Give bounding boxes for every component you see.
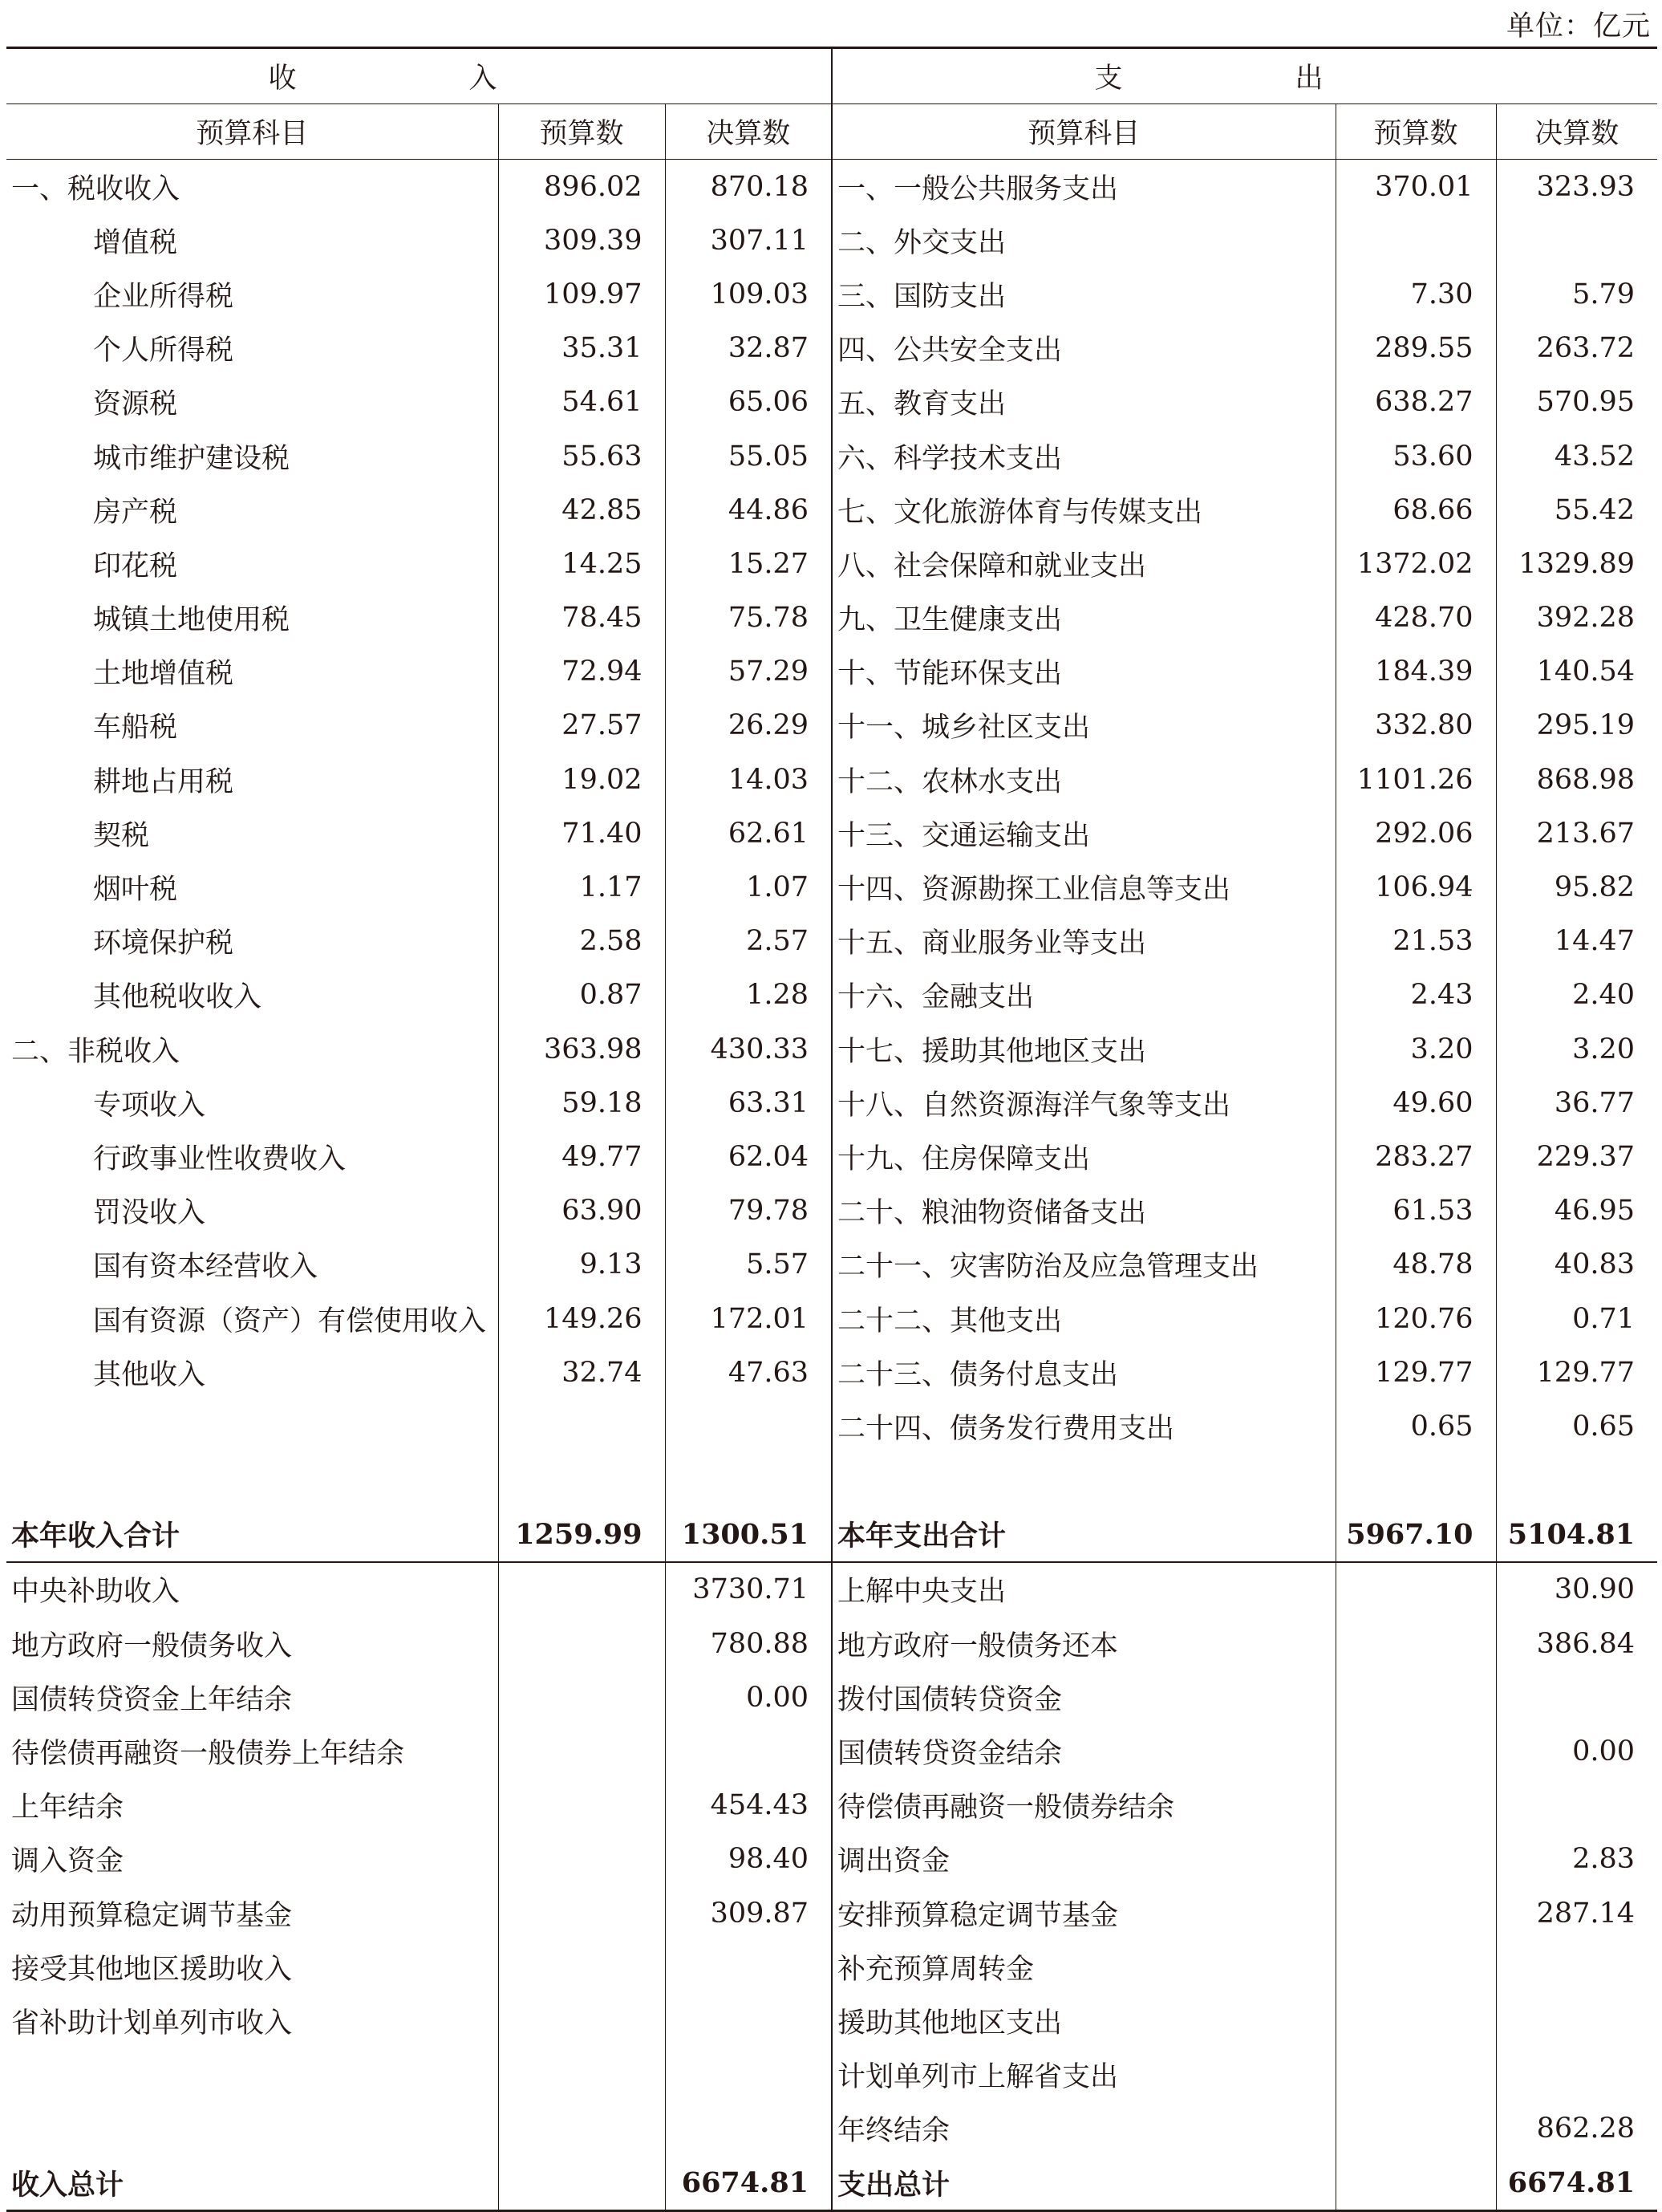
income-budget: 2.58 bbox=[498, 915, 665, 968]
expense-budget: 48.78 bbox=[1336, 1238, 1496, 1292]
income-budget: 14.25 bbox=[498, 537, 665, 591]
expense-budget: 49.60 bbox=[1336, 1076, 1496, 1130]
expense-actual: 43.52 bbox=[1496, 429, 1657, 483]
income-actual: 98.40 bbox=[665, 1833, 832, 1886]
expense-actual: 129.77 bbox=[1496, 1345, 1657, 1399]
expense-budget-header: 预算数 bbox=[1336, 104, 1496, 160]
expense-section-header: 支 出 bbox=[832, 48, 1657, 104]
expense-actual: 229.37 bbox=[1496, 1130, 1657, 1183]
income-actual bbox=[665, 1399, 832, 1453]
expense-budget bbox=[1336, 213, 1496, 267]
income-actual: 65.06 bbox=[665, 375, 832, 429]
income-item: 耕地占用税 bbox=[93, 765, 234, 798]
expense-actual: 386.84 bbox=[1496, 1617, 1657, 1670]
expense-item: 一、一般公共服务支出 bbox=[832, 160, 1336, 214]
income-budget bbox=[498, 1833, 665, 1886]
income-budget: 32.74 bbox=[498, 1345, 665, 1399]
income-item: 契税 bbox=[93, 819, 150, 852]
expense-actual-header: 决算数 bbox=[1496, 104, 1657, 160]
expense-actual: 2.83 bbox=[1496, 1833, 1657, 1886]
expense-item bbox=[832, 1454, 1336, 1508]
year-total-row bbox=[6, 1508, 1657, 1562]
income-actual bbox=[665, 2048, 832, 2102]
income-item: 调入资金 bbox=[11, 1845, 124, 1878]
table-row bbox=[6, 1130, 1657, 1183]
expense-budget: 370.01 bbox=[1336, 160, 1496, 214]
expense-budget: 1101.26 bbox=[1336, 753, 1496, 806]
expense-item-header: 预算科目 bbox=[832, 104, 1336, 160]
expense-budget: 129.77 bbox=[1336, 1345, 1496, 1399]
expense-budget bbox=[1336, 2048, 1496, 2102]
expense-actual: 862.28 bbox=[1496, 2102, 1657, 2156]
income-item: 其他收入 bbox=[93, 1358, 206, 1391]
income-item: 行政事业性收费收入 bbox=[93, 1143, 347, 1175]
income-budget bbox=[498, 2048, 665, 2102]
income-item: 中央补助收入 bbox=[11, 1576, 180, 1609]
expense-actual: 213.67 bbox=[1496, 806, 1657, 860]
expense-item: 援助其他地区支出 bbox=[832, 1994, 1336, 2048]
expense-item: 三、国防支出 bbox=[832, 267, 1336, 321]
income-actual: 309.87 bbox=[665, 1886, 832, 1940]
transfer-row bbox=[6, 1940, 1657, 1994]
expense-item: 上解中央支出 bbox=[832, 1562, 1336, 1617]
expense-item: 地方政府一般债务还本 bbox=[832, 1617, 1336, 1670]
income-budget bbox=[498, 1399, 665, 1453]
income-budget: 59.18 bbox=[498, 1076, 665, 1130]
section-header-row bbox=[6, 48, 1657, 104]
income-budget: 309.39 bbox=[498, 213, 665, 267]
income-item: 省补助计划单列市收入 bbox=[11, 2007, 293, 2040]
income-item bbox=[6, 2102, 498, 2156]
expense-budget: 7.30 bbox=[1336, 267, 1496, 321]
income-budget: 27.57 bbox=[498, 699, 665, 753]
table-row bbox=[6, 753, 1657, 806]
expense-actual: 0.71 bbox=[1496, 1292, 1657, 1345]
expense-actual: 140.54 bbox=[1496, 645, 1657, 699]
income-actual: 44.86 bbox=[665, 483, 832, 537]
income-grand-total-label: 收入总计 bbox=[6, 2156, 498, 2211]
income-budget-header: 预算数 bbox=[498, 104, 665, 160]
table-row bbox=[6, 699, 1657, 753]
income-item: 待偿债再融资一般债券上年结余 bbox=[11, 1738, 405, 1771]
expense-actual: 392.28 bbox=[1496, 591, 1657, 645]
expense-item: 安排预算稳定调节基金 bbox=[832, 1886, 1336, 1940]
expense-budget: 1372.02 bbox=[1336, 537, 1496, 591]
expense-actual: 295.19 bbox=[1496, 699, 1657, 753]
income-actual: 172.01 bbox=[665, 1292, 832, 1345]
expense-budget bbox=[1336, 1562, 1496, 1617]
expense-item: 拨付国债转贷资金 bbox=[832, 1670, 1336, 1724]
income-year-total-label: 本年收入合计 bbox=[6, 1508, 498, 1562]
expense-year-total-label: 本年支出合计 bbox=[832, 1508, 1336, 1562]
income-budget: 72.94 bbox=[498, 645, 665, 699]
table-row bbox=[6, 1184, 1657, 1238]
expense-item: 二十二、其他支出 bbox=[832, 1292, 1336, 1345]
expense-actual: 55.42 bbox=[1496, 483, 1657, 537]
expense-budget: 428.70 bbox=[1336, 591, 1496, 645]
transfer-row bbox=[6, 1886, 1657, 1940]
table-row bbox=[6, 322, 1657, 375]
expense-item: 十四、资源勘探工业信息等支出 bbox=[832, 860, 1336, 914]
income-grand-total-budget bbox=[498, 2156, 665, 2211]
expense-item: 十八、自然资源海洋气象等支出 bbox=[832, 1076, 1336, 1130]
expense-item: 二十一、灾害防治及应急管理支出 bbox=[832, 1238, 1336, 1292]
income-actual bbox=[665, 1940, 832, 1994]
expense-item: 待偿债再融资一般债券结余 bbox=[832, 1779, 1336, 1833]
expense-actual: 3.20 bbox=[1496, 1022, 1657, 1076]
expense-budget: 61.53 bbox=[1336, 1184, 1496, 1238]
expense-actual: 323.93 bbox=[1496, 160, 1657, 214]
income-actual: 57.29 bbox=[665, 645, 832, 699]
income-item: 环境保护税 bbox=[93, 927, 234, 960]
income-actual: 430.33 bbox=[665, 1022, 832, 1076]
income-budget bbox=[498, 1617, 665, 1670]
income-item: 资源税 bbox=[93, 388, 178, 421]
income-item: 房产税 bbox=[93, 496, 178, 529]
income-budget bbox=[498, 1670, 665, 1724]
income-item: 国有资源（资产）有偿使用收入 bbox=[93, 1305, 487, 1337]
column-header-row bbox=[6, 104, 1657, 160]
income-item: 动用预算稳定调节基金 bbox=[11, 1899, 293, 1932]
income-item: 城镇土地使用税 bbox=[93, 604, 290, 637]
expense-item: 年终结余 bbox=[832, 2102, 1336, 2156]
expense-item: 二十、粮油物资储备支出 bbox=[832, 1184, 1336, 1238]
transfer-row bbox=[6, 1994, 1657, 2048]
income-actual: 454.43 bbox=[665, 1779, 832, 1833]
transfer-row bbox=[6, 1833, 1657, 1886]
income-budget: 9.13 bbox=[498, 1238, 665, 1292]
expense-item: 四、公共安全支出 bbox=[832, 322, 1336, 375]
expense-budget: 106.94 bbox=[1336, 860, 1496, 914]
income-item: 接受其他地区援助收入 bbox=[11, 1953, 293, 1986]
income-actual bbox=[665, 2102, 832, 2156]
table-row bbox=[6, 968, 1657, 1022]
income-budget bbox=[498, 1724, 665, 1778]
table-row bbox=[6, 591, 1657, 645]
expense-item: 十六、金融支出 bbox=[832, 968, 1336, 1022]
expense-budget: 120.76 bbox=[1336, 1292, 1496, 1345]
income-actual: 2.57 bbox=[665, 915, 832, 968]
expense-actual: 14.47 bbox=[1496, 915, 1657, 968]
income-actual: 79.78 bbox=[665, 1184, 832, 1238]
table-row bbox=[6, 1345, 1657, 1399]
income-item: 国有资本经营收入 bbox=[93, 1251, 318, 1284]
table-row bbox=[6, 537, 1657, 591]
expense-actual: 30.90 bbox=[1496, 1562, 1657, 1617]
expense-item: 十三、交通运输支出 bbox=[832, 806, 1336, 860]
table-row bbox=[6, 1292, 1657, 1345]
income-item: 罚没收入 bbox=[93, 1197, 206, 1230]
income-actual: 14.03 bbox=[665, 753, 832, 806]
income-budget: 19.02 bbox=[498, 753, 665, 806]
transfer-row bbox=[6, 2048, 1657, 2102]
income-item bbox=[6, 1454, 498, 1508]
table-row bbox=[6, 1022, 1657, 1076]
income-budget: 35.31 bbox=[498, 322, 665, 375]
income-budget bbox=[498, 2102, 665, 2156]
transfer-row bbox=[6, 2102, 1657, 2156]
transfer-row bbox=[6, 1617, 1657, 1670]
expense-item: 九、卫生健康支出 bbox=[832, 591, 1336, 645]
table-row bbox=[6, 1238, 1657, 1292]
income-budget: 363.98 bbox=[498, 1022, 665, 1076]
expense-item: 国债转贷资金结余 bbox=[832, 1724, 1336, 1778]
income-actual: 47.63 bbox=[665, 1345, 832, 1399]
income-budget: 78.45 bbox=[498, 591, 665, 645]
expense-item: 十七、援助其他地区支出 bbox=[832, 1022, 1336, 1076]
expense-grand-total-actual: 6674.81 bbox=[1496, 2156, 1657, 2211]
expense-budget: 53.60 bbox=[1336, 429, 1496, 483]
expense-budget: 0.65 bbox=[1336, 1399, 1496, 1453]
income-budget: 149.26 bbox=[498, 1292, 665, 1345]
expense-budget bbox=[1336, 1617, 1496, 1670]
table-row bbox=[6, 160, 1657, 214]
expense-budget bbox=[1336, 1670, 1496, 1724]
income-item: 个人所得税 bbox=[93, 335, 234, 367]
income-item: 二、非税收入 bbox=[11, 1035, 180, 1068]
income-section-header: 收 入 bbox=[6, 48, 832, 104]
income-actual: 62.04 bbox=[665, 1130, 832, 1183]
expense-budget: 21.53 bbox=[1336, 915, 1496, 968]
income-budget: 55.63 bbox=[498, 429, 665, 483]
income-item: 专项收入 bbox=[93, 1089, 206, 1122]
expense-actual: 263.72 bbox=[1496, 322, 1657, 375]
income-budget: 63.90 bbox=[498, 1184, 665, 1238]
expense-budget bbox=[1336, 1724, 1496, 1778]
expense-year-total-budget: 5967.10 bbox=[1336, 1508, 1496, 1562]
expense-actual: 287.14 bbox=[1496, 1886, 1657, 1940]
expense-budget: 184.39 bbox=[1336, 645, 1496, 699]
expense-item: 十二、农林水支出 bbox=[832, 753, 1336, 806]
expense-actual bbox=[1496, 2048, 1657, 2102]
expense-item: 七、文化旅游体育与传媒支出 bbox=[832, 483, 1336, 537]
income-budget bbox=[498, 1940, 665, 1994]
income-item: 土地增值税 bbox=[93, 658, 234, 691]
income-actual: 307.11 bbox=[665, 213, 832, 267]
expense-actual: 2.40 bbox=[1496, 968, 1657, 1022]
expense-actual bbox=[1496, 1670, 1657, 1724]
income-grand-total-actual: 6674.81 bbox=[665, 2156, 832, 2211]
income-budget: 42.85 bbox=[498, 483, 665, 537]
expense-actual: 570.95 bbox=[1496, 375, 1657, 429]
income-actual bbox=[665, 1724, 832, 1778]
table-row bbox=[6, 645, 1657, 699]
expense-budget: 3.20 bbox=[1336, 1022, 1496, 1076]
expense-budget: 283.27 bbox=[1336, 1130, 1496, 1183]
expense-budget: 332.80 bbox=[1336, 699, 1496, 753]
expense-actual: 0.00 bbox=[1496, 1724, 1657, 1778]
expense-budget: 2.43 bbox=[1336, 968, 1496, 1022]
transfer-row bbox=[6, 1670, 1657, 1724]
table-row bbox=[6, 915, 1657, 968]
income-actual: 63.31 bbox=[665, 1076, 832, 1130]
expense-grand-total-label: 支出总计 bbox=[832, 2156, 1336, 2211]
expense-budget bbox=[1336, 1940, 1496, 1994]
expense-budget bbox=[1336, 1994, 1496, 2048]
expense-budget: 68.66 bbox=[1336, 483, 1496, 537]
transfer-row bbox=[6, 1562, 1657, 1617]
table-row bbox=[6, 267, 1657, 321]
income-item: 印花税 bbox=[93, 550, 178, 582]
income-actual: 780.88 bbox=[665, 1617, 832, 1670]
income-actual: 109.03 bbox=[665, 267, 832, 321]
income-item-header: 预算科目 bbox=[6, 104, 498, 160]
expense-item: 十五、商业服务业等支出 bbox=[832, 915, 1336, 968]
income-budget bbox=[498, 1994, 665, 2048]
expense-item: 十九、住房保障支出 bbox=[832, 1130, 1336, 1183]
table-row bbox=[6, 1454, 1657, 1508]
expense-actual: 36.77 bbox=[1496, 1076, 1657, 1130]
expense-actual bbox=[1496, 1454, 1657, 1508]
expense-actual bbox=[1496, 213, 1657, 267]
expense-budget bbox=[1336, 1779, 1496, 1833]
expense-item: 二、外交支出 bbox=[832, 213, 1336, 267]
income-budget: 49.77 bbox=[498, 1130, 665, 1183]
expense-budget bbox=[1336, 2102, 1496, 2156]
income-item: 烟叶税 bbox=[93, 874, 178, 907]
income-actual: 5.57 bbox=[665, 1238, 832, 1292]
income-budget: 71.40 bbox=[498, 806, 665, 860]
income-budget: 0.87 bbox=[498, 968, 665, 1022]
expense-item: 二十三、债务付息支出 bbox=[832, 1345, 1336, 1399]
expense-budget: 638.27 bbox=[1336, 375, 1496, 429]
income-actual: 75.78 bbox=[665, 591, 832, 645]
income-year-total-actual: 1300.51 bbox=[665, 1508, 832, 1562]
transfer-row bbox=[6, 1724, 1657, 1778]
expense-actual: 0.65 bbox=[1496, 1399, 1657, 1453]
income-item: 一、税收收入 bbox=[11, 172, 180, 205]
income-actual-header: 决算数 bbox=[665, 104, 832, 160]
expense-item: 调出资金 bbox=[832, 1833, 1336, 1886]
income-actual: 1.07 bbox=[665, 860, 832, 914]
income-actual bbox=[665, 1454, 832, 1508]
expense-actual bbox=[1496, 1940, 1657, 1994]
income-item: 企业所得税 bbox=[93, 280, 234, 313]
income-budget bbox=[498, 1779, 665, 1833]
expense-item: 五、教育支出 bbox=[832, 375, 1336, 429]
income-item: 地方政府一般债务收入 bbox=[11, 1630, 293, 1662]
income-actual: 26.29 bbox=[665, 699, 832, 753]
expense-actual: 40.83 bbox=[1496, 1238, 1657, 1292]
expense-actual: 95.82 bbox=[1496, 860, 1657, 914]
budget-table bbox=[6, 47, 1657, 2212]
expense-item: 六、科学技术支出 bbox=[832, 429, 1336, 483]
income-actual: 55.05 bbox=[665, 429, 832, 483]
expense-actual: 5.79 bbox=[1496, 267, 1657, 321]
expense-budget: 289.55 bbox=[1336, 322, 1496, 375]
expense-item: 十一、城乡社区支出 bbox=[832, 699, 1336, 753]
income-actual: 1.28 bbox=[665, 968, 832, 1022]
expense-item: 补充预算周转金 bbox=[832, 1940, 1336, 1994]
table-row bbox=[6, 860, 1657, 914]
expense-year-total-actual: 5104.81 bbox=[1496, 1508, 1657, 1562]
table-row bbox=[6, 806, 1657, 860]
table-row bbox=[6, 1399, 1657, 1453]
expense-actual bbox=[1496, 1994, 1657, 2048]
income-actual: 0.00 bbox=[665, 1670, 832, 1724]
income-item: 国债转贷资金上年结余 bbox=[11, 1683, 293, 1716]
expense-item: 计划单列市上解省支出 bbox=[832, 2048, 1336, 2102]
income-item: 车船税 bbox=[93, 712, 178, 745]
expense-grand-total-budget bbox=[1336, 2156, 1496, 2211]
expense-budget bbox=[1336, 1833, 1496, 1886]
income-year-total-budget: 1259.99 bbox=[498, 1508, 665, 1562]
income-budget bbox=[498, 1454, 665, 1508]
income-actual: 870.18 bbox=[665, 160, 832, 214]
unit-label: 单位：亿元 bbox=[1506, 10, 1651, 43]
income-budget bbox=[498, 1886, 665, 1940]
income-actual: 62.61 bbox=[665, 806, 832, 860]
income-budget: 109.97 bbox=[498, 267, 665, 321]
income-item bbox=[6, 2048, 498, 2102]
income-actual: 32.87 bbox=[665, 322, 832, 375]
expense-budget: 292.06 bbox=[1336, 806, 1496, 860]
expense-item: 二十四、债务发行费用支出 bbox=[832, 1399, 1336, 1453]
income-item: 增值税 bbox=[93, 226, 178, 259]
expense-actual: 46.95 bbox=[1496, 1184, 1657, 1238]
income-item: 上年结余 bbox=[11, 1792, 124, 1824]
expense-item: 八、社会保障和就业支出 bbox=[832, 537, 1336, 591]
expense-actual: 868.98 bbox=[1496, 753, 1657, 806]
table-row bbox=[6, 429, 1657, 483]
income-budget: 54.61 bbox=[498, 375, 665, 429]
income-budget: 1.17 bbox=[498, 860, 665, 914]
income-item: 城市维护建设税 bbox=[93, 442, 290, 475]
income-budget: 896.02 bbox=[498, 160, 665, 214]
income-item: 其他税收收入 bbox=[93, 981, 262, 1014]
income-item bbox=[6, 1399, 498, 1453]
expense-budget bbox=[1336, 1454, 1496, 1508]
table-row bbox=[6, 483, 1657, 537]
expense-actual bbox=[1496, 1779, 1657, 1833]
income-actual: 3730.71 bbox=[665, 1562, 832, 1617]
income-actual bbox=[665, 1994, 832, 2048]
transfer-row bbox=[6, 1779, 1657, 1833]
expense-item: 十、节能环保支出 bbox=[832, 645, 1336, 699]
table-row bbox=[6, 213, 1657, 267]
table-row bbox=[6, 375, 1657, 429]
expense-budget bbox=[1336, 1886, 1496, 1940]
table-row bbox=[6, 1076, 1657, 1130]
expense-actual: 1329.89 bbox=[1496, 537, 1657, 591]
grand-total-row bbox=[6, 2156, 1657, 2211]
income-budget bbox=[498, 1562, 665, 1617]
income-actual: 15.27 bbox=[665, 537, 832, 591]
